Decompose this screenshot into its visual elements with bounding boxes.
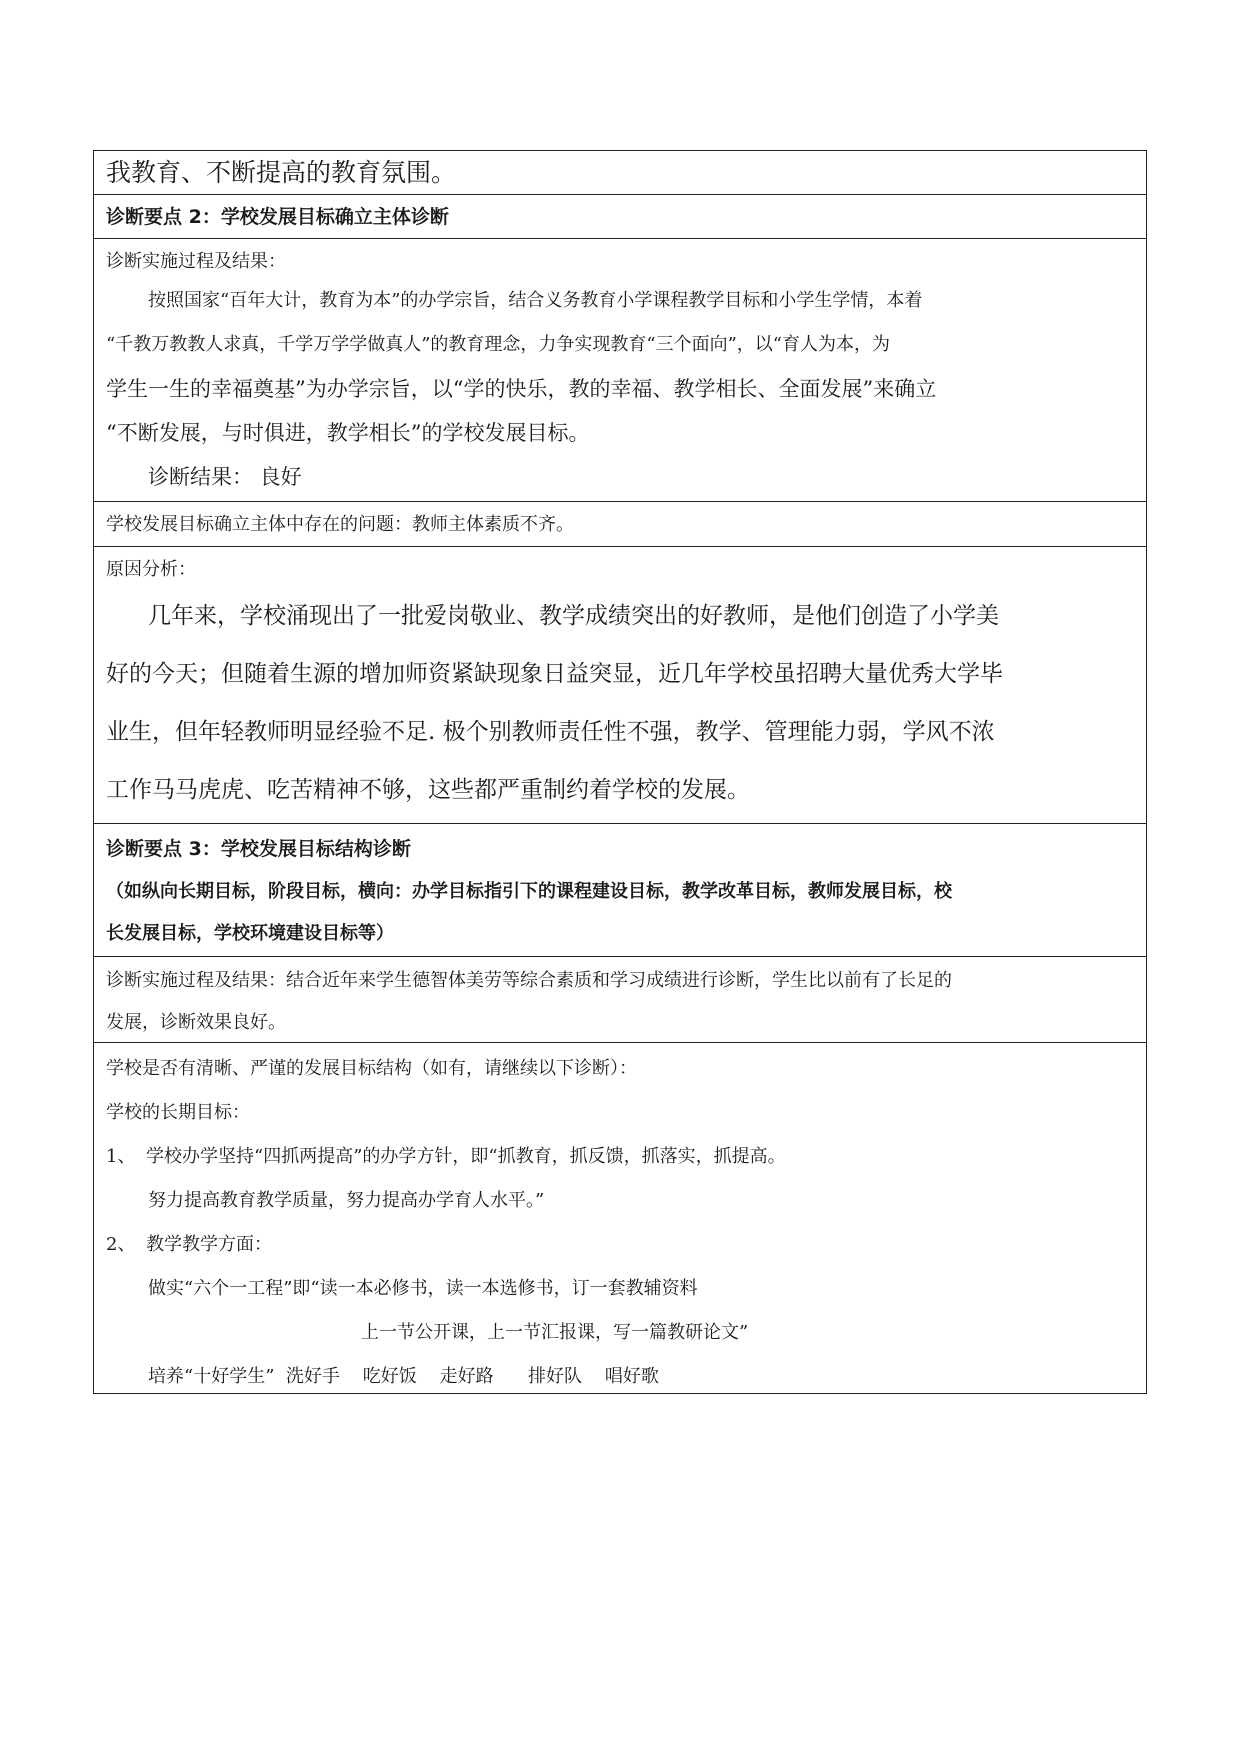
list-item xyxy=(106,1135,1138,1179)
table-row xyxy=(93,956,1147,1042)
diagnosis-result: 诊断结果： 良好 xyxy=(148,465,302,489)
list-item xyxy=(106,1223,1138,1267)
document-table xyxy=(93,150,1147,1394)
paragraph-line: “千教万教教人求真，千学万学学做真人”的教育理念，力争实现教育“三个面向”，以“育人为本，为 xyxy=(106,334,891,355)
table-row xyxy=(93,546,1147,823)
section-note: 长发展目标，学校环境建设目标等） xyxy=(106,923,394,944)
paragraph-line: 学校是否有清晰、严谨的发展目标结构（如有，请继续以下诊断）： xyxy=(106,1058,637,1079)
field-label: 诊断实施过程及结果： xyxy=(106,251,286,272)
paragraph-line: 工作马马虎虎、吃苦精神不够，这些都严重制约着学校的发展。 xyxy=(106,777,750,803)
table-row xyxy=(93,194,1147,238)
paragraph-line: 按照国家“百年大计，教育为本”的办学宗旨，结合义务教育小学课程教学目标和小学生学情，本着 xyxy=(148,290,923,311)
table-row xyxy=(93,823,1147,956)
list-item-text: 教学教学方面： xyxy=(146,1234,272,1255)
list-item-text: 学校办学坚持“四抓两提高”的办学方针，即“抓教育，抓反馈，抓落实，抓提高。 xyxy=(146,1146,786,1167)
table-row xyxy=(93,150,1147,194)
table-row xyxy=(93,1042,1147,1394)
paragraph-line: 做实“六个一工程”即“读一本必修书，读一本选修书，订一套教辅资料 xyxy=(148,1278,698,1299)
section-heading: 诊断要点 2：学校发展目标确立主体诊断 xyxy=(106,206,449,228)
paragraph-line: 学校的长期目标： xyxy=(106,1102,250,1123)
paragraph-line: 业生，但年轻教师明显经验不足. 极个别教师责任性不强，教学、管理能力弱，学风不浓 xyxy=(106,719,995,745)
paragraph-line: 上一节公开课，上一节汇报课，写一篇教研论文” xyxy=(361,1322,749,1343)
paragraph-line: 好的今天；但随着生源的增加师资紧缺现象日益突显，近几年学校虽招聘大量优秀大学毕 xyxy=(106,661,1003,687)
list-number: 2、 xyxy=(106,1234,136,1255)
paragraph-line: 诊断实施过程及结果：结合近年来学生德智体美劳等综合素质和学习成绩进行诊断，学生比以前有了长足的 xyxy=(106,970,952,991)
field-label: 原因分析： xyxy=(106,559,196,580)
table-row xyxy=(93,501,1147,546)
paragraph-line: 发展，诊断效果良好。 xyxy=(106,1012,286,1033)
paragraph-line: 几年来，学校涌现出了一批爱岗敬业、教学成绩突出的好教师，是他们创造了小学美 xyxy=(148,603,999,629)
paragraph-line: 培养“十好学生” 洗好手 吃好饭 走好路 排好队 唱好歌 xyxy=(148,1366,659,1387)
table-row xyxy=(93,238,1147,501)
list-number: 1、 xyxy=(106,1146,136,1167)
continued-text: 我教育、不断提高的教育氛围。 xyxy=(106,158,457,187)
section-heading: 诊断要点 3：学校发展目标结构诊断 xyxy=(106,838,411,860)
paragraph-line: 努力提高教育教学质量，努力提高办学育人水平。” xyxy=(148,1190,545,1211)
paragraph-line: 学生一生的幸福奠基”为办学宗旨，以“学的快乐，教的幸福、教学相长、全面发展”来确立 xyxy=(106,377,937,401)
paragraph-line: “不断发展，与时俱进，教学相长”的学校发展目标。 xyxy=(106,421,590,445)
problem-statement: 学校发展目标确立主体中存在的问题：教师主体素质不齐。 xyxy=(106,514,574,535)
section-note: （如纵向长期目标，阶段目标，横向：办学目标指引下的课程建设目标，教学改革目标，教师发展目标，校 xyxy=(106,881,952,902)
